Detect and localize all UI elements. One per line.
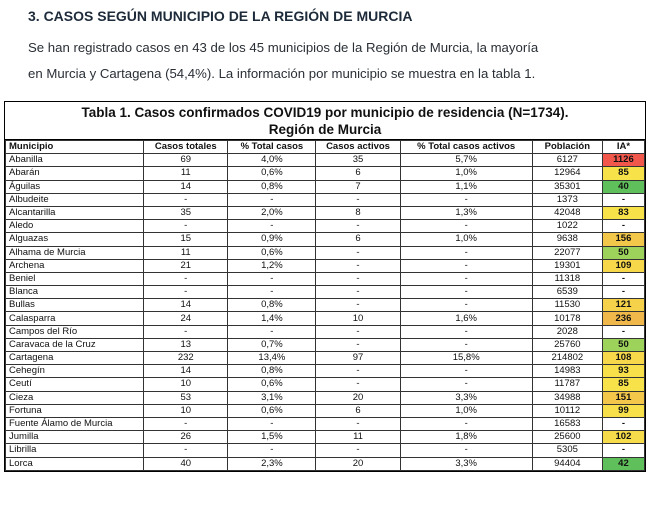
cell-ia: - <box>602 417 644 430</box>
table-caption-line-1: Tabla 1. Casos confirmados COVID19 por municipio de residencia (N=1734). <box>81 105 569 120</box>
cell-pct-casos-activos: - <box>400 325 532 338</box>
cell-ia: 50 <box>602 338 644 351</box>
cell-municipio: Cartagena <box>6 352 144 365</box>
cell-pct-casos-activos: 3,3% <box>400 457 532 470</box>
cell-pct-casos-activos: 1,6% <box>400 312 532 325</box>
table-row <box>6 206 645 219</box>
cell-ia: 85 <box>602 378 644 391</box>
cell-municipio: Alhama de Murcia <box>6 246 144 259</box>
cell-municipio: Aledo <box>6 220 144 233</box>
cell-pct-casos-activos: 5,7% <box>400 154 532 167</box>
cell-ia: - <box>602 220 644 233</box>
cell-casos-activos: 97 <box>316 352 400 365</box>
cell-municipio: Lorca <box>6 457 144 470</box>
cell-poblacion: 14983 <box>532 365 602 378</box>
cell-pct-total-casos: - <box>228 220 316 233</box>
cell-casos-activos: 11 <box>316 431 400 444</box>
cell-municipio: Albudeite <box>6 193 144 206</box>
cell-municipio: Caravaca de la Cruz <box>6 338 144 351</box>
cell-pct-total-casos: 1,4% <box>228 312 316 325</box>
table-row <box>6 286 645 299</box>
cell-casos-activos: - <box>316 299 400 312</box>
cell-casos-totales: 24 <box>144 312 228 325</box>
cell-ia: 40 <box>602 180 644 193</box>
cell-poblacion: 6539 <box>532 286 602 299</box>
cell-pct-casos-activos: 3,3% <box>400 391 532 404</box>
header-pct-total-casos: % Total casos <box>228 141 316 154</box>
cell-poblacion: 9638 <box>532 233 602 246</box>
cell-municipio: Jumilla <box>6 431 144 444</box>
cell-casos-totales: - <box>144 272 228 285</box>
cell-pct-casos-activos: - <box>400 246 532 259</box>
cell-poblacion: 25760 <box>532 338 602 351</box>
cell-pct-total-casos: 1,2% <box>228 259 316 272</box>
cell-pct-casos-activos: - <box>400 259 532 272</box>
cell-casos-activos: 6 <box>316 233 400 246</box>
cell-municipio: Archena <box>6 259 144 272</box>
table-row <box>6 378 645 391</box>
table-row <box>6 325 645 338</box>
cell-ia: 121 <box>602 299 644 312</box>
cell-ia: 85 <box>602 167 644 180</box>
cell-pct-casos-activos: - <box>400 378 532 391</box>
cell-casos-totales: 10 <box>144 404 228 417</box>
cell-municipio: Águilas <box>6 180 144 193</box>
cell-pct-total-casos: 3,1% <box>228 391 316 404</box>
cell-casos-totales: 35 <box>144 206 228 219</box>
cell-poblacion: 42048 <box>532 206 602 219</box>
cell-municipio: Abarán <box>6 167 144 180</box>
table-caption <box>5 102 645 140</box>
cell-ia: 156 <box>602 233 644 246</box>
table-row <box>6 272 645 285</box>
cell-casos-totales: - <box>144 220 228 233</box>
cell-ia: - <box>602 272 644 285</box>
cell-poblacion: 25600 <box>532 431 602 444</box>
table-row <box>6 404 645 417</box>
cell-casos-totales: 14 <box>144 299 228 312</box>
cell-municipio: Cehegín <box>6 365 144 378</box>
cell-casos-activos: - <box>316 193 400 206</box>
cell-poblacion: 214802 <box>532 352 602 365</box>
cell-casos-activos: - <box>316 286 400 299</box>
cell-pct-total-casos: - <box>228 193 316 206</box>
table-header-row <box>6 141 645 154</box>
table-row <box>6 352 645 365</box>
cell-casos-totales: 40 <box>144 457 228 470</box>
header-pct-casos-activos: % Total casos activos <box>400 141 532 154</box>
cell-pct-casos-activos: - <box>400 299 532 312</box>
cell-poblacion: 10178 <box>532 312 602 325</box>
cell-municipio: Alguazas <box>6 233 144 246</box>
header-poblacion: Población <box>532 141 602 154</box>
cell-ia: 102 <box>602 431 644 444</box>
cell-ia: - <box>602 193 644 206</box>
cell-pct-casos-activos: - <box>400 272 532 285</box>
cell-poblacion: 2028 <box>532 325 602 338</box>
cell-ia: 93 <box>602 365 644 378</box>
cell-casos-totales: 21 <box>144 259 228 272</box>
cell-poblacion: 16583 <box>532 417 602 430</box>
table-row <box>6 220 645 233</box>
section-heading: 3. CASOS SEGÚN MUNICIPIO DE LA REGIÓN DE MURCIA <box>28 8 413 24</box>
cell-casos-totales: 26 <box>144 431 228 444</box>
cell-ia: 108 <box>602 352 644 365</box>
cell-poblacion: 94404 <box>532 457 602 470</box>
cell-casos-activos: - <box>316 220 400 233</box>
cell-ia: 151 <box>602 391 644 404</box>
table-row <box>6 259 645 272</box>
cell-ia: 99 <box>602 404 644 417</box>
cell-casos-totales: - <box>144 417 228 430</box>
cell-municipio: Alcantarilla <box>6 206 144 219</box>
header-casos-activos: Casos activos <box>316 141 400 154</box>
cell-pct-total-casos: - <box>228 444 316 457</box>
cell-pct-total-casos: 0,6% <box>228 167 316 180</box>
table-row <box>6 233 645 246</box>
cell-pct-casos-activos: 1,0% <box>400 233 532 246</box>
cell-casos-activos: - <box>316 378 400 391</box>
cell-casos-totales: 69 <box>144 154 228 167</box>
intro-paragraph-line-2: en Murcia y Cartagena (54,4%). La información por municipio se muestra en la tabla 1. <box>28 66 536 81</box>
cell-pct-casos-activos: 15,8% <box>400 352 532 365</box>
cell-pct-total-casos: 0,8% <box>228 299 316 312</box>
cell-pct-total-casos: - <box>228 325 316 338</box>
cell-pct-total-casos: 2,3% <box>228 457 316 470</box>
table-row <box>6 391 645 404</box>
table-row <box>6 365 645 378</box>
cell-casos-activos: 7 <box>316 180 400 193</box>
header-ia: IA* <box>602 141 644 154</box>
cell-municipio: Librilla <box>6 444 144 457</box>
cell-pct-casos-activos: - <box>400 365 532 378</box>
table-row <box>6 154 645 167</box>
cell-poblacion: 22077 <box>532 246 602 259</box>
cell-pct-total-casos: - <box>228 286 316 299</box>
cell-ia: 83 <box>602 206 644 219</box>
cell-municipio: Cieza <box>6 391 144 404</box>
cell-casos-activos: - <box>316 338 400 351</box>
cell-pct-casos-activos: - <box>400 444 532 457</box>
cell-municipio: Campos del Río <box>6 325 144 338</box>
cell-ia: - <box>602 286 644 299</box>
cell-poblacion: 34988 <box>532 391 602 404</box>
cell-pct-casos-activos: - <box>400 193 532 206</box>
cell-municipio: Bullas <box>6 299 144 312</box>
cell-pct-total-casos: - <box>228 272 316 285</box>
cell-pct-total-casos: - <box>228 417 316 430</box>
cell-pct-casos-activos: 1,1% <box>400 180 532 193</box>
cell-poblacion: 19301 <box>532 259 602 272</box>
table-row <box>6 246 645 259</box>
cell-poblacion: 35301 <box>532 180 602 193</box>
cell-ia: - <box>602 444 644 457</box>
header-municipio: Municipio <box>6 141 144 154</box>
cell-pct-total-casos: 4,0% <box>228 154 316 167</box>
cell-pct-casos-activos: 1,8% <box>400 431 532 444</box>
cell-casos-activos: 6 <box>316 404 400 417</box>
cell-casos-totales: - <box>144 193 228 206</box>
cell-casos-totales: 232 <box>144 352 228 365</box>
table-row <box>6 444 645 457</box>
table-row <box>6 299 645 312</box>
cell-pct-total-casos: 0,6% <box>228 246 316 259</box>
cell-municipio: Abanilla <box>6 154 144 167</box>
table-body <box>6 154 645 471</box>
cell-pct-casos-activos: - <box>400 417 532 430</box>
cell-poblacion: 6127 <box>532 154 602 167</box>
cell-municipio: Fuente Álamo de Murcia <box>6 417 144 430</box>
cell-pct-total-casos: 0,6% <box>228 404 316 417</box>
cell-casos-activos: - <box>316 259 400 272</box>
cell-poblacion: 1022 <box>532 220 602 233</box>
cell-casos-totales: - <box>144 325 228 338</box>
cell-poblacion: 5305 <box>532 444 602 457</box>
cell-casos-totales: 11 <box>144 246 228 259</box>
cell-casos-totales: 14 <box>144 365 228 378</box>
cell-casos-activos: 10 <box>316 312 400 325</box>
cell-casos-activos: - <box>316 272 400 285</box>
cell-casos-totales: - <box>144 444 228 457</box>
cell-municipio: Blanca <box>6 286 144 299</box>
cell-ia: 109 <box>602 259 644 272</box>
table-caption-line-2: Región de Murcia <box>268 122 382 137</box>
cell-ia: 50 <box>602 246 644 259</box>
table-row <box>6 431 645 444</box>
cell-casos-activos: 6 <box>316 167 400 180</box>
cell-casos-activos: - <box>316 325 400 338</box>
cell-municipio: Fortuna <box>6 404 144 417</box>
table-row <box>6 193 645 206</box>
cell-poblacion: 11530 <box>532 299 602 312</box>
cell-ia: 236 <box>602 312 644 325</box>
cell-pct-total-casos: 13,4% <box>228 352 316 365</box>
table-row <box>6 417 645 430</box>
cell-ia: 1126 <box>602 154 644 167</box>
cell-casos-totales: 53 <box>144 391 228 404</box>
cases-table-container <box>4 101 646 472</box>
table-row <box>6 457 645 470</box>
cell-casos-activos: - <box>316 417 400 430</box>
cell-ia: 42 <box>602 457 644 470</box>
table-row <box>6 312 645 325</box>
cell-casos-totales: 11 <box>144 167 228 180</box>
cell-casos-totales: 10 <box>144 378 228 391</box>
cell-pct-total-casos: 0,8% <box>228 365 316 378</box>
cell-poblacion: 12964 <box>532 167 602 180</box>
cell-casos-totales: 14 <box>144 180 228 193</box>
cell-casos-totales: 13 <box>144 338 228 351</box>
table-row <box>6 167 645 180</box>
cell-pct-casos-activos: 1,0% <box>400 167 532 180</box>
cell-municipio: Calasparra <box>6 312 144 325</box>
cell-poblacion: 10112 <box>532 404 602 417</box>
cell-ia: - <box>602 325 644 338</box>
cell-pct-total-casos: 1,5% <box>228 431 316 444</box>
cell-pct-total-casos: 0,7% <box>228 338 316 351</box>
cell-poblacion: 11787 <box>532 378 602 391</box>
cell-pct-casos-activos: - <box>400 220 532 233</box>
cases-by-municipality-table <box>5 140 645 471</box>
cell-casos-activos: - <box>316 365 400 378</box>
cell-pct-total-casos: 2,0% <box>228 206 316 219</box>
cell-casos-activos: 20 <box>316 391 400 404</box>
cell-municipio: Ceutí <box>6 378 144 391</box>
cell-pct-casos-activos: - <box>400 286 532 299</box>
cell-municipio: Beniel <box>6 272 144 285</box>
cell-pct-casos-activos: 1,0% <box>400 404 532 417</box>
cell-pct-total-casos: 0,9% <box>228 233 316 246</box>
intro-paragraph-line-1: Se han registrado casos en 43 de los 45 municipios de la Región de Murcia, la mayoría <box>28 40 539 55</box>
cell-casos-activos: - <box>316 444 400 457</box>
cell-poblacion: 1373 <box>532 193 602 206</box>
table-row <box>6 180 645 193</box>
table-row <box>6 338 645 351</box>
cell-pct-total-casos: 0,6% <box>228 378 316 391</box>
cell-poblacion: 11318 <box>532 272 602 285</box>
cell-casos-activos: - <box>316 246 400 259</box>
cell-casos-activos: 8 <box>316 206 400 219</box>
cell-casos-totales: - <box>144 286 228 299</box>
cell-pct-casos-activos: 1,3% <box>400 206 532 219</box>
cell-pct-casos-activos: - <box>400 338 532 351</box>
cell-casos-activos: 20 <box>316 457 400 470</box>
cell-casos-activos: 35 <box>316 154 400 167</box>
cell-pct-total-casos: 0,8% <box>228 180 316 193</box>
header-casos-totales: Casos totales <box>144 141 228 154</box>
cell-casos-totales: 15 <box>144 233 228 246</box>
